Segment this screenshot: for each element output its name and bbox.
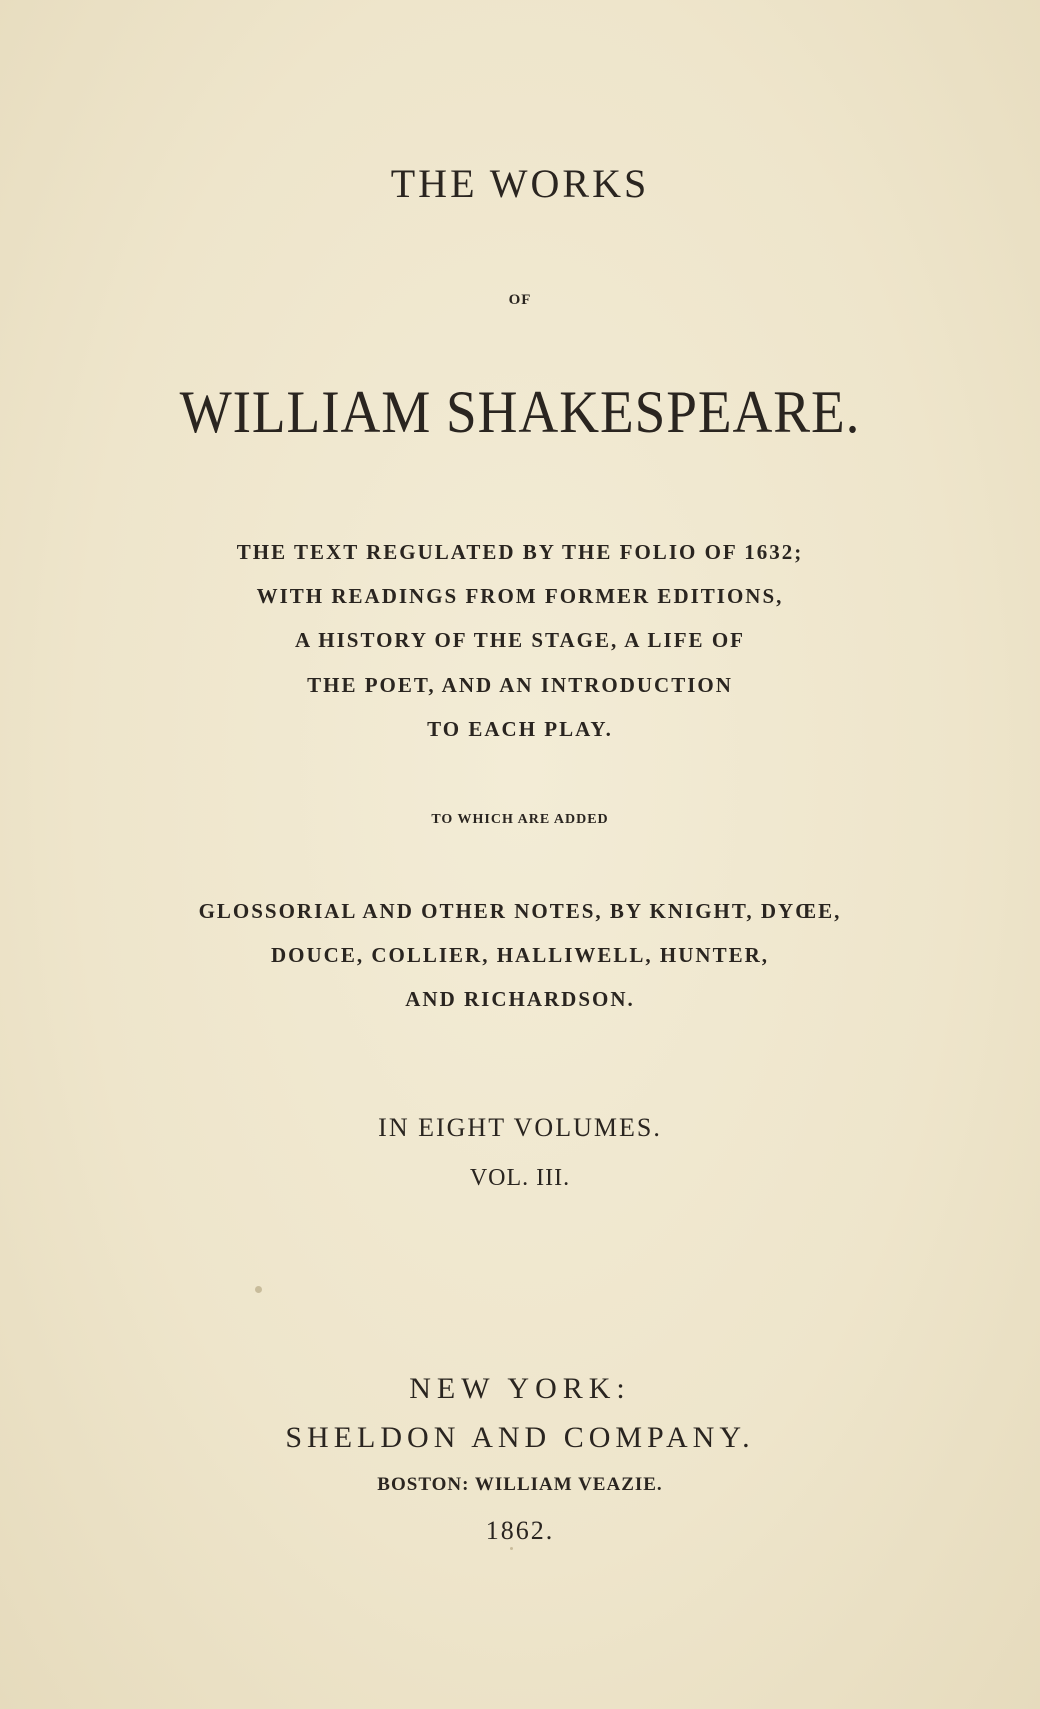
publisher-name: SHELDON AND COMPANY. [285,1421,755,1454]
subtitle-line: TO EACH PLAY. [427,717,613,741]
paper-speck [255,1286,262,1293]
imprint-city: NEW YORK: [409,1372,631,1405]
volume-number: VOL. III. [469,1165,571,1191]
publication-year: 1862. [485,1516,555,1545]
paper-speck [510,1547,513,1550]
subtitle-line: A HISTORY OF THE STAGE, A LIFE OF [295,628,745,652]
volumes-statement: IN EIGHT VOLUMES. [378,1113,662,1142]
boston-imprint: BOSTON: WILLIAM VEAZIE. [377,1474,663,1495]
notes-line: AND RICHARDSON. [405,987,635,1011]
notes-line: DOUCE, COLLIER, HALLIWELL, HUNTER, [271,943,769,967]
subtitle-line: THE TEXT REGULATED BY THE FOLIO OF 1632; [236,540,804,564]
added-label: TO WHICH ARE ADDED [431,812,609,827]
subtitle-line: WITH READINGS FROM FORMER EDITIONS, [256,584,784,608]
of-label: OF [508,292,532,308]
subtitle-line: THE POET, AND AN INTRODUCTION [307,673,733,697]
author-name: WILLIAM SHAKESPEARE. [179,379,861,445]
works-title: THE WORKS [390,161,650,206]
notes-line: GLOSSORIAL AND OTHER NOTES, BY KNIGHT, DYŒE, [198,899,842,923]
